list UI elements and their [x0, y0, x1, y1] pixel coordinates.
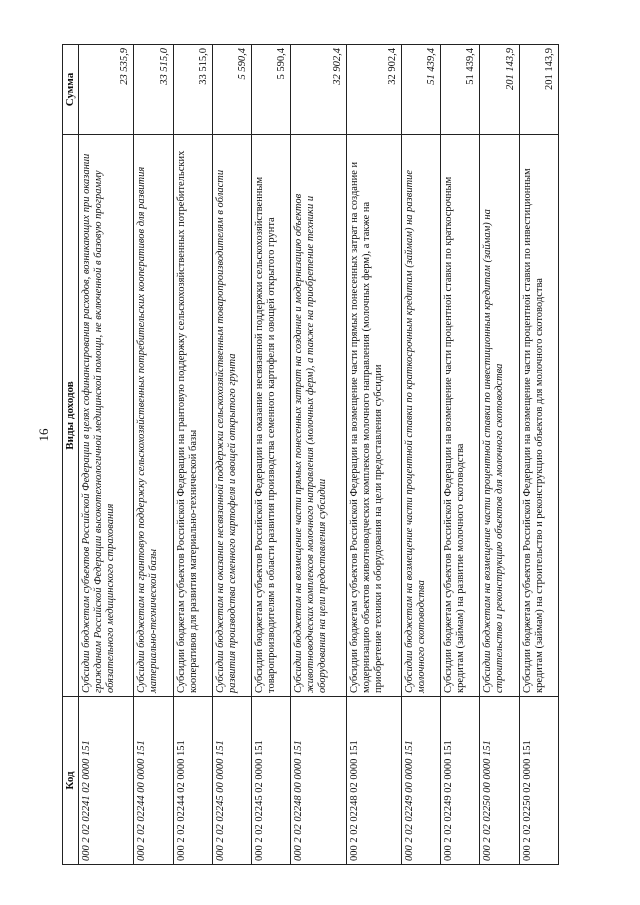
- row-amount: 23 535,9: [79, 45, 134, 135]
- table-row: [519, 45, 558, 865]
- row-amount: 201 143,9: [480, 45, 519, 135]
- table-body: [79, 45, 559, 865]
- table-row: [173, 45, 212, 865]
- row-description: Субсидии бюджетам субъектов Российской Федерации на оказание несвязанной поддержки сельскохозяйственным товаропроизводителям в области развития производства семенного картофеля и овощей открытого грунта: [252, 135, 291, 697]
- table-row: [441, 45, 480, 865]
- row-amount: 5 590,4: [252, 45, 291, 135]
- header-amount: Сумма: [63, 45, 79, 135]
- row-amount: 32 902,4: [291, 45, 346, 135]
- row-code: 000 2 02 02249 00 0000 151: [402, 697, 441, 865]
- row-description: Субсидии бюджетам субъектов Российской Федерации на возмещение части процентной ставки по инвестиционным кредитам (займам) на строительство и реконструкцию объектов для молочного скотоводства: [519, 135, 558, 697]
- row-amount: 32 902,4: [346, 45, 401, 135]
- table-row: [134, 45, 173, 865]
- table-row: [291, 45, 346, 865]
- table-row: [252, 45, 291, 865]
- row-description: Субсидии бюджетам на возмещение части процентной ставки по инвестиционным кредитам (займам) на строительство и реконструкцию объектов для молочного скотоводства: [480, 135, 519, 697]
- header-code: Код: [63, 697, 79, 865]
- row-description: Субсидии бюджетам на оказание несвязанной поддержки сельскохозяйственным товаропроизводителям в области развития производства семенного картофеля и овощей открытого грунта: [212, 135, 251, 697]
- row-amount: 201 143,9: [519, 45, 558, 135]
- revenue-table: [62, 44, 559, 865]
- row-description: Субсидии бюджетам субъектов Российской Федерации в целях софинансирования расходов, возникающих при оказании гражданам Российской Федерации высокотехнологичной медицинской помощи, не включенной в базовую программу обязательного медицинского страхования: [79, 135, 134, 697]
- row-code: 000 2 02 02244 02 0000 151: [173, 697, 212, 865]
- row-code: 000 2 02 02241 02 0000 151: [79, 697, 134, 865]
- table-row: [480, 45, 519, 865]
- row-code: 000 2 02 02248 00 0000 151: [291, 697, 346, 865]
- rotated-table-container: [62, 45, 559, 865]
- row-description: Субсидии бюджетам субъектов Российской Федерации на возмещение части прямых понесенных затрат на создание и модернизацию объектов животноводческих комплексов молочного направления (молочных ферм), а также на приобретение техники и оборудования на цели предоставления субсидии: [346, 135, 401, 697]
- row-amount: 51 439,4: [402, 45, 441, 135]
- row-amount: 51 439,4: [441, 45, 480, 135]
- table-header-row: [63, 45, 79, 865]
- table-row: [402, 45, 441, 865]
- row-code: 000 2 02 02249 02 0000 151: [441, 697, 480, 865]
- row-description: Субсидии бюджетам на возмещение части прямых понесенных затрат на создание и модернизацию объектов животноводческих комплексов молочного направления (молочных ферм), а также на приобретение техники и оборудования на цели предоставления субсидии: [291, 135, 346, 697]
- row-description: Субсидии бюджетам на возмещение части процентной ставки по краткосрочным кредитам (займам) на развитие молочного скотоводства: [402, 135, 441, 697]
- row-code: 000 2 02 02244 00 0000 151: [134, 697, 173, 865]
- table-row: [79, 45, 134, 865]
- row-description: Субсидии бюджетам субъектов Российской Федерации на грантовую поддержку сельскохозяйственных потребительских кооперативов для развития материально-технической базы: [173, 135, 212, 697]
- row-code: 000 2 02 02248 02 0000 151: [346, 697, 401, 865]
- row-description: Субсидии бюджетам на грантовую поддержку сельскохозяйственных потребительских кооперативов для развития материально-технической базы: [134, 135, 173, 697]
- table-row: [346, 45, 401, 865]
- row-code: 000 2 02 02250 02 0000 151: [519, 697, 558, 865]
- row-code: 000 2 02 02250 00 0000 151: [480, 697, 519, 865]
- table-row: [212, 45, 251, 865]
- row-amount: 33 515,0: [134, 45, 173, 135]
- header-description: Виды доходов: [63, 135, 79, 697]
- page-number: 16: [36, 428, 51, 442]
- row-amount: 33 515,0: [173, 45, 212, 135]
- row-code: 000 2 02 02245 00 0000 151: [212, 697, 251, 865]
- row-amount: 5 590,4: [212, 45, 251, 135]
- row-code: 000 2 02 02245 02 0000 151: [252, 697, 291, 865]
- row-description: Субсидии бюджетам субъектов Российской Федерации на возмещение части процентной ставки по краткосрочным кредитам (займам) на развитие молочного скотоводства: [441, 135, 480, 697]
